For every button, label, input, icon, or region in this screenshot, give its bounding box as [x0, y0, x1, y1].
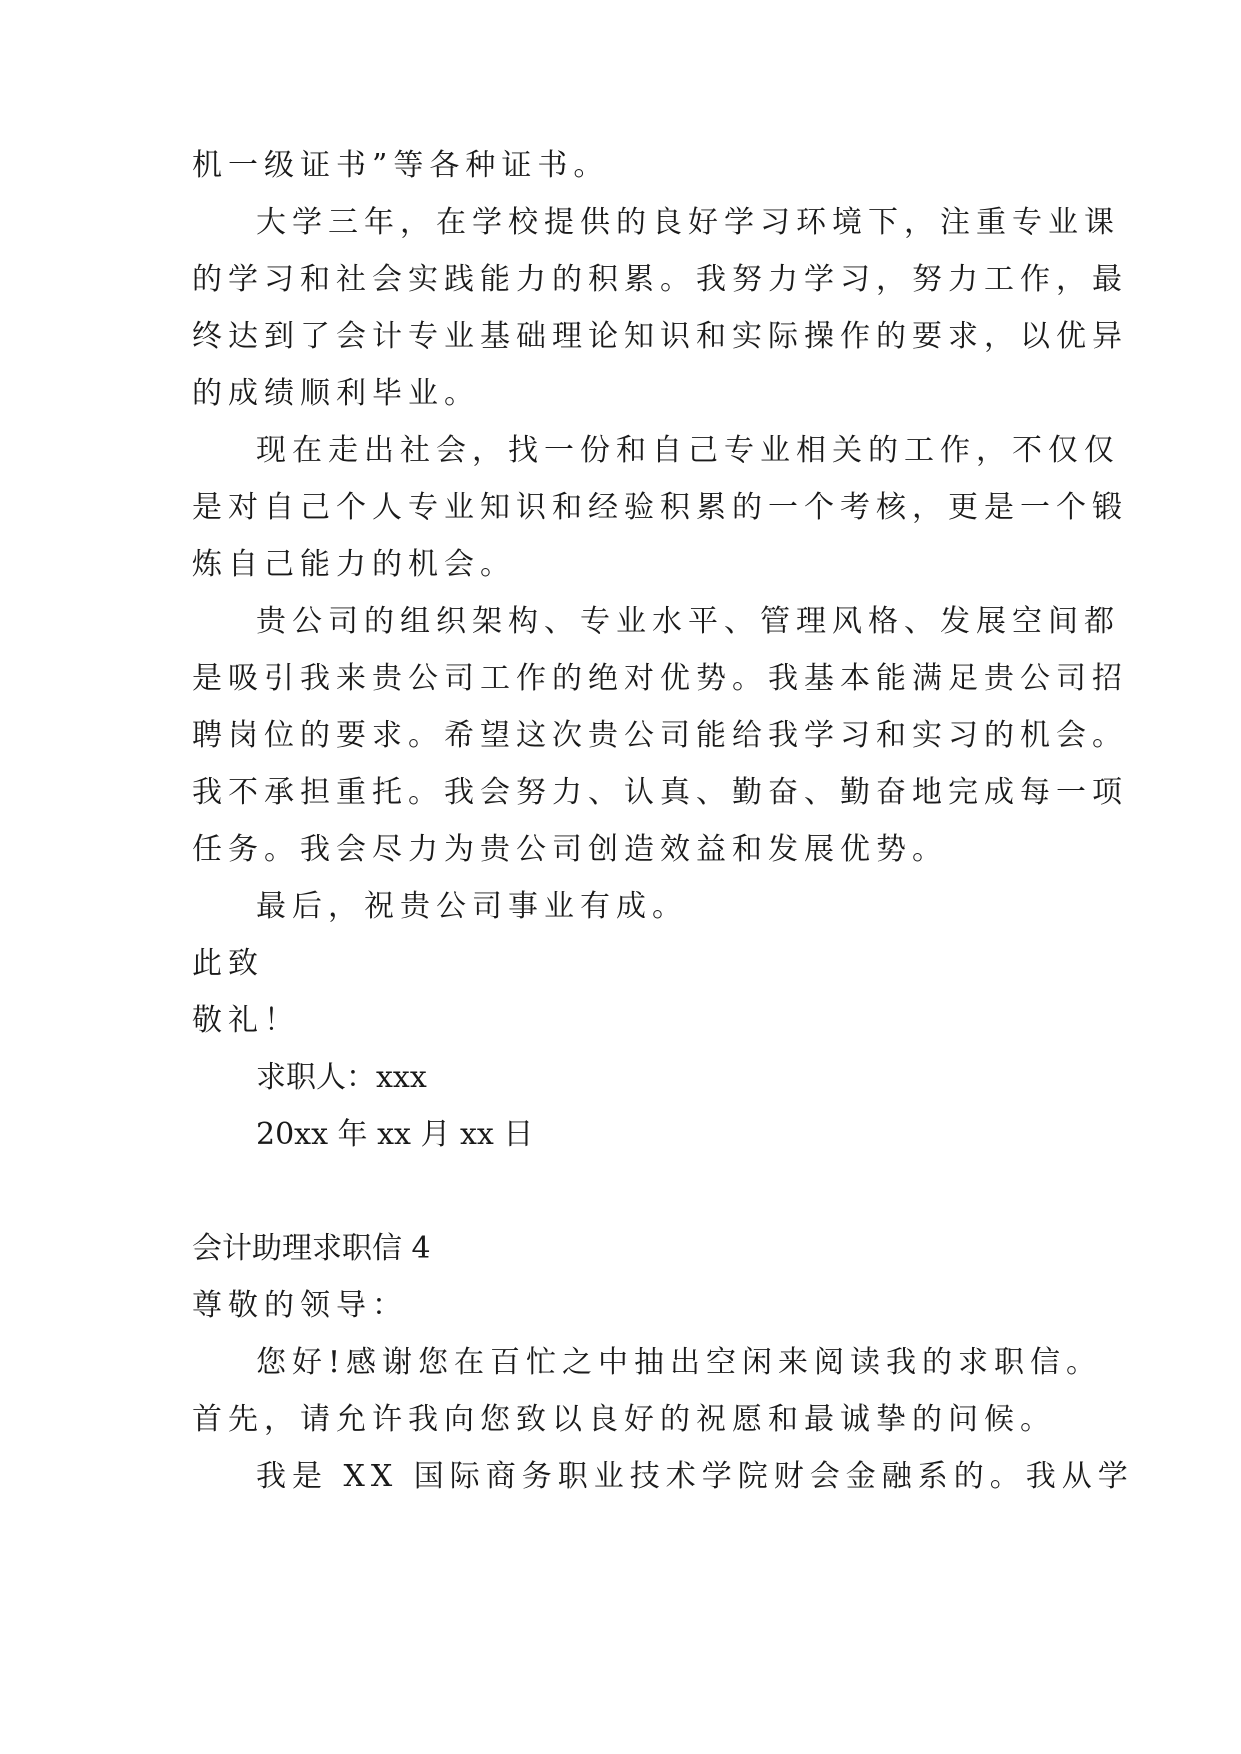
applicant-signature: 求职人：xxx: [256, 1060, 427, 1095]
section-heading: 会计助理求职信 4: [192, 1231, 431, 1266]
text-line: 是对自己个人专业知识和经验积累的一个考核，更是一个锻: [192, 490, 1128, 525]
text-line: 我不承担重托。我会努力、认真、勤奋、勤奋地完成每一项: [192, 775, 1128, 810]
text-line: 是吸引我来贵公司工作的绝对优势。我基本能满足贵公司招: [192, 661, 1128, 696]
paragraph-start: 大学三年，在学校提供的良好学习环境下，注重专业课: [256, 205, 1120, 240]
text-line: 的成绩顺利毕业。: [192, 376, 480, 411]
text-line: 首先，请允许我向您致以良好的祝愿和最诚挚的问候。: [192, 1402, 1056, 1437]
text-line: 的学习和社会实践能力的积累。我努力学习，努力工作，最: [192, 262, 1128, 297]
text-line: 炼自己能力的机会。: [192, 547, 516, 582]
paragraph-start: 我是 XX 国际商务职业技术学院财会金融系的。我从学: [256, 1459, 1134, 1494]
salutation-jingli: 敬礼！: [192, 1003, 300, 1038]
closing-wish: 最后，祝贵公司事业有成。: [256, 889, 688, 924]
text-line: 机一级证书”等各种证书。: [192, 148, 610, 183]
text-line: 聘岗位的要求。希望这次贵公司能给我学习和实习的机会。: [192, 718, 1128, 753]
signature-date: 20xx 年 xx 月 xx 日: [256, 1117, 534, 1152]
text-line: 终达到了会计专业基础理论知识和实际操作的要求，以优异: [192, 319, 1128, 354]
paragraph-start: 您好!感谢您在百忙之中抽出空闲来阅读我的求职信。: [256, 1345, 1103, 1380]
paragraph-start: 现在走出社会，找一份和自己专业相关的工作，不仅仅: [256, 433, 1120, 468]
salutation-cizhi: 此致: [192, 946, 264, 981]
letter-greeting: 尊敬的领导：: [192, 1288, 408, 1323]
paragraph-start: 贵公司的组织架构、专业水平、管理风格、发展空间都: [256, 604, 1120, 639]
text-line: 任务。我会尽力为贵公司创造效益和发展优势。: [192, 832, 948, 867]
